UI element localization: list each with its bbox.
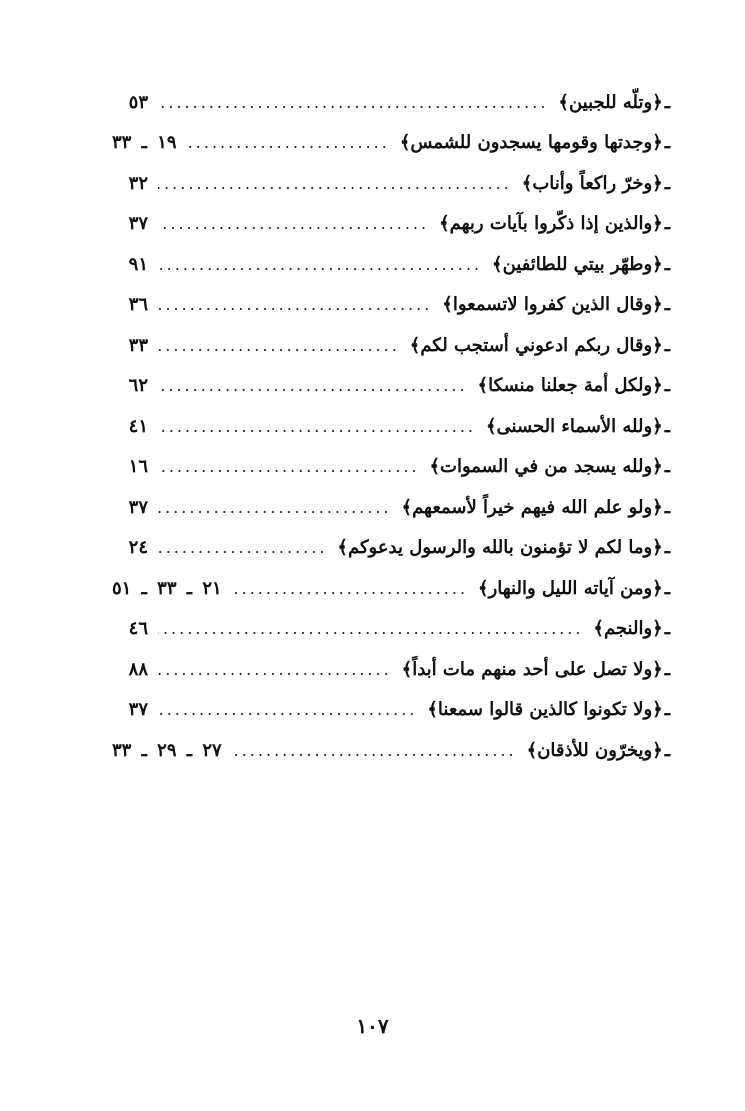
index-entry [112,690,670,731]
page-references: ٣٧ [128,699,148,721]
dot-leader [158,457,419,476]
index-entry [112,366,670,407]
verse-index-list [112,82,670,771]
dot-leader [158,214,429,233]
entry-dash: ـ [664,91,670,113]
entry-dash: ـ [664,699,670,721]
entry-dash: ـ [664,294,670,316]
dot-leader [158,174,512,193]
page-references: ٩١ [128,253,148,275]
page-references: ٨٨ [128,658,148,680]
index-entry [112,82,670,123]
verse-text: ﴿ولا تصل على أحد منهم مات أبداً﴾ [401,658,663,680]
page-references: ٢١ ـ ٣٣ ـ ٥١ [112,577,222,599]
verse-text: ﴿وطهّر بيتي للطائفين﴾ [492,253,663,275]
index-entry [112,609,670,650]
index-entry [112,244,670,285]
dot-leader [187,133,390,152]
index-entry [112,649,670,690]
verse-text: ﴿ولكل أمة جعلنا منسكا﴾ [477,375,663,397]
verse-text: ﴿ولا تكونوا كالذين قالوا سمعنا﴾ [427,699,663,721]
verse-text: ﴿ولله الأسماء الحسنى﴾ [486,415,663,437]
page-references: ٣٣ [128,334,148,356]
index-entry [112,163,670,204]
page-references: ٣٢ [128,172,148,194]
index-entry [112,447,670,488]
entry-dash: ـ [664,415,670,437]
dot-leader [158,93,548,112]
index-entry [112,568,670,609]
index-entry [112,325,670,366]
entry-dash: ـ [664,739,670,761]
index-entry [112,285,670,326]
verse-text: ﴿ولو علم الله فيهم خيراً لأسمعهم﴾ [401,496,663,518]
dot-leader [158,336,400,355]
entry-dash: ـ [664,496,670,518]
verse-text: ﴿والذين إذا ذكّروا بآيات ربهم﴾ [439,213,663,235]
dot-leader [158,255,482,274]
page-references: ٣٧ [128,213,148,235]
verse-text: ﴿ولله يسجد من في السموات﴾ [429,456,663,478]
page-references: ١٩ ـ ٣٣ [112,132,177,154]
verse-text: ﴿وما لكم لا تؤمنون بالله والرسول يدعوكم﴾ [337,537,663,559]
entry-dash: ـ [664,537,670,559]
page-references: ٢٤ [128,537,148,559]
entry-dash: ـ [664,172,670,194]
entry-dash: ـ [664,618,670,640]
verse-text: ﴿ويخرّون للأذقان﴾ [526,739,663,761]
index-entry [112,730,670,771]
verse-text: ﴿وجدتها وقومها يسجدون للشمس﴾ [399,132,663,154]
dot-leader [158,417,476,436]
verse-text: ﴿وقال الذين كفروا لاتسمعوا﴾ [442,294,663,316]
entry-dash: ـ [664,132,670,154]
verse-text: ﴿والنجم﴾ [593,618,663,640]
entry-dash: ـ [664,334,670,356]
page-references: ١٦ [128,456,148,478]
page-number: ١٠٧ [356,1014,389,1038]
verse-text: ﴿وخرّ راكعاً وأناب﴾ [521,172,663,194]
verse-text: ﴿وتلّه للجبين﴾ [558,91,663,113]
verse-text: ﴿ومن آياته الليل والنهار﴾ [478,577,663,599]
page-references: ٦٢ [128,375,148,397]
page-references: ٢٧ ـ ٢٩ ـ ٣٣ [112,739,222,761]
index-entry [112,528,670,569]
entry-dash: ـ [664,375,670,397]
page-references: ٤١ [128,415,148,437]
index-entry [112,123,670,164]
page-references: ٣٧ [128,496,148,518]
page-references: ٥٣ [128,91,148,113]
dot-leader [158,295,432,314]
dot-leader [158,660,392,679]
page-references: ٣٦ [128,294,148,316]
dot-leader [158,619,583,638]
dot-leader [232,579,468,598]
entry-dash: ـ [664,456,670,478]
dot-leader [158,498,392,517]
dot-leader [232,741,517,760]
index-entry [112,406,670,447]
entry-dash: ـ [664,577,670,599]
index-entry [112,204,670,245]
dot-leader [158,376,468,395]
dot-leader [158,700,417,719]
entry-dash: ـ [664,253,670,275]
index-entry [112,487,670,528]
entry-dash: ـ [664,213,670,235]
dot-leader [158,538,327,557]
verse-text: ﴿وقال ربكم ادعوني أستجب لكم﴾ [409,334,663,356]
page-references: ٤٦ [128,618,148,640]
entry-dash: ـ [664,658,670,680]
